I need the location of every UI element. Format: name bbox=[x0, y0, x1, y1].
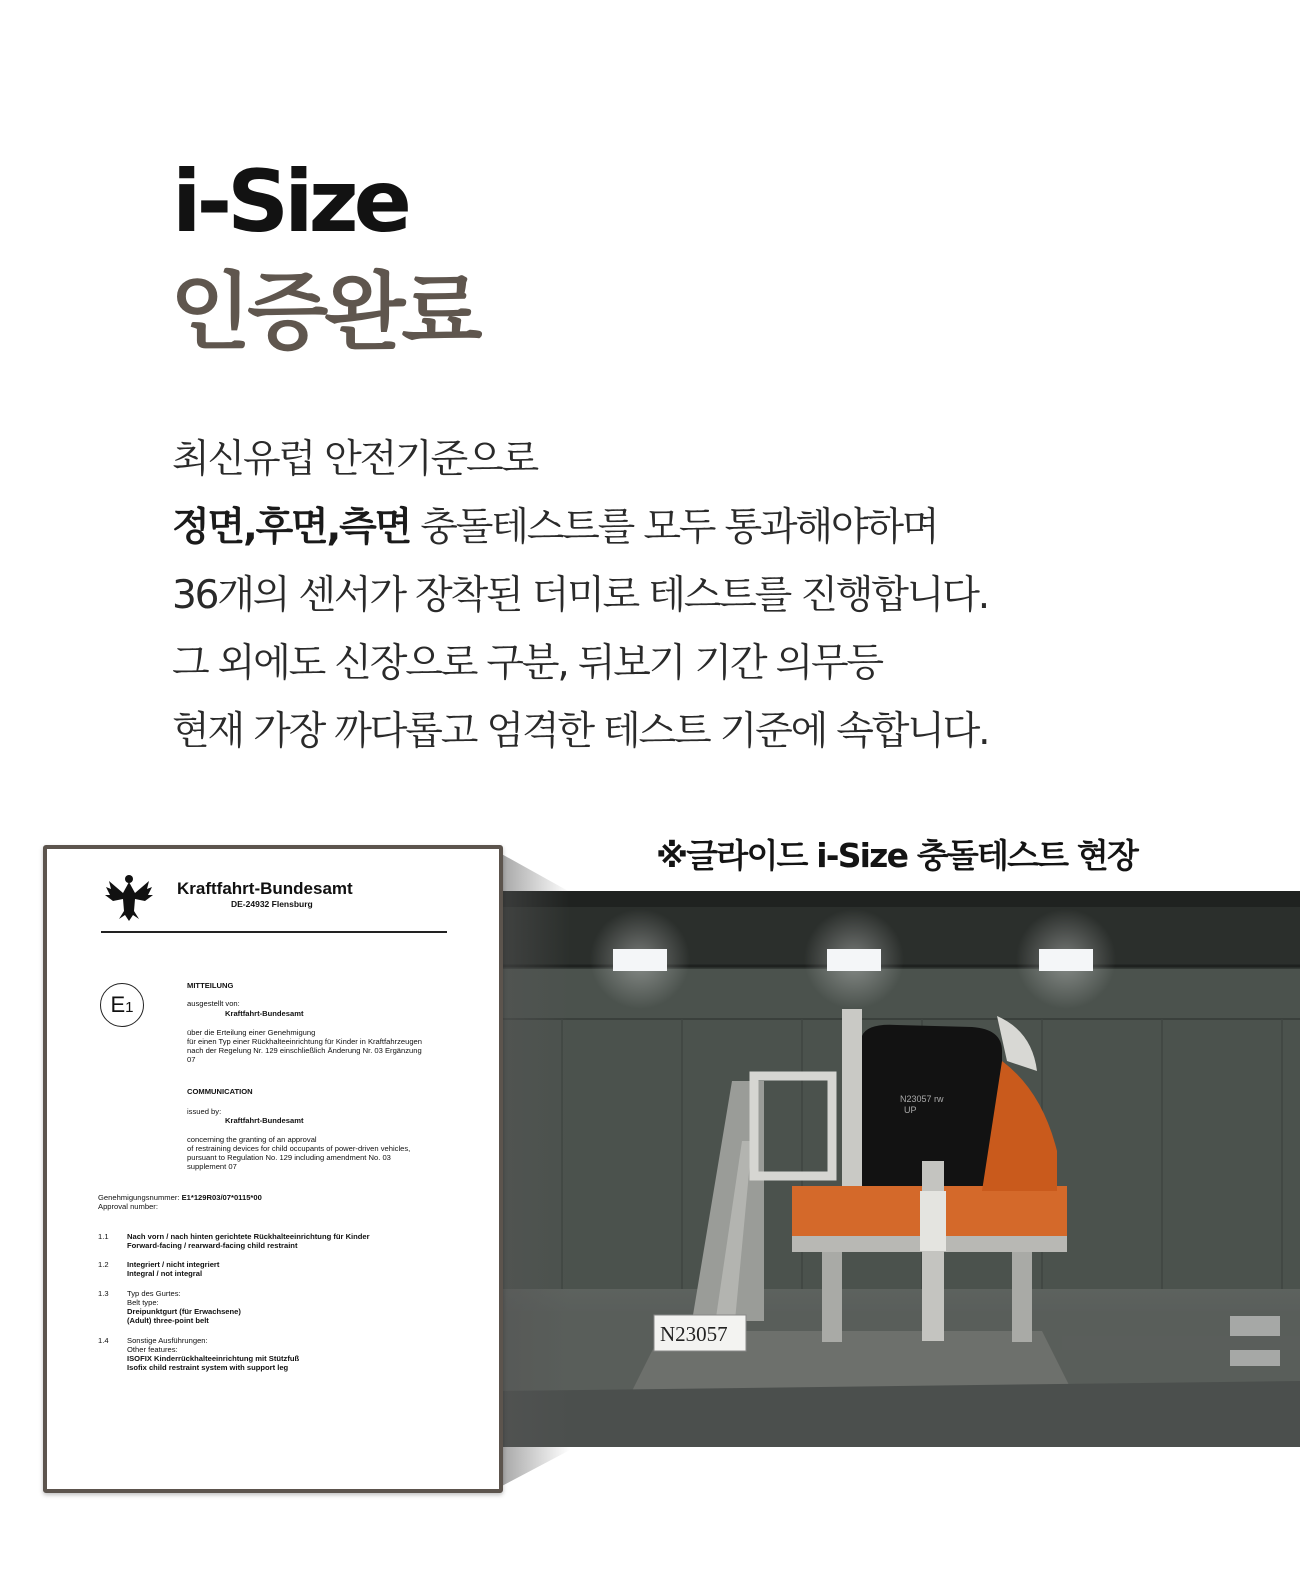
item-text: Dreipunktgurt (für Erwachsene) bbox=[127, 1307, 241, 1316]
doc-approval-label-en: Approval number: bbox=[98, 1202, 158, 1211]
authority-address: DE-24932 Flensburg bbox=[231, 899, 313, 909]
certificate-document bbox=[43, 845, 503, 1493]
doc-approval-number: E1*129R03/07*0115*00 bbox=[181, 1193, 262, 1202]
title-isize: i-Size bbox=[172, 152, 407, 252]
item-text: Other features: bbox=[127, 1345, 178, 1354]
item-text: Belt type: bbox=[127, 1298, 159, 1307]
description-text bbox=[172, 426, 1172, 766]
desc-line-3: 36개의 센서가 장착된 더미로 테스트를 진행합니다. bbox=[172, 573, 988, 618]
item-number: 1.4 bbox=[98, 1336, 109, 1345]
item-text: Typ des Gurtes: bbox=[127, 1289, 181, 1298]
crash-test-photo bbox=[502, 891, 1300, 1447]
e1-mark bbox=[100, 983, 144, 1027]
item-text: (Adult) three-point belt bbox=[127, 1316, 209, 1325]
doc-issued: issued by: bbox=[187, 1107, 222, 1116]
ceiling-light bbox=[827, 949, 881, 971]
doc-ausgestellt: ausgestellt von: bbox=[187, 999, 240, 1008]
item-text: Forward-facing / rearward-facing child restraint bbox=[127, 1241, 298, 1250]
authority-name: Kraftfahrt-Bundesamt bbox=[177, 879, 353, 898]
doc-de-text-4: 07 bbox=[187, 1055, 196, 1064]
document-shadow bbox=[498, 852, 578, 1488]
ceiling-light bbox=[1039, 949, 1093, 971]
seat-marking: N23057 rw bbox=[900, 1094, 944, 1104]
desc-line-2-bold: 정면,후면,측면 bbox=[172, 505, 411, 550]
item-text: Integriert / nicht integriert bbox=[127, 1260, 220, 1269]
doc-mitteilung: MITTEILUNG bbox=[187, 981, 234, 990]
eagle-emblem-icon bbox=[103, 871, 155, 923]
desc-line-5: 현재 가장 까다롭고 엄격한 테스트 기준에 속합니다. bbox=[172, 709, 989, 754]
desc-line-4: 그 외에도 신장으로 구분, 뒤보기 기간 의무등 bbox=[172, 641, 882, 686]
desc-line-2 bbox=[172, 494, 1172, 562]
desc-line-2-rest: 충돌테스트를 모두 통과해야하며 bbox=[410, 505, 938, 550]
desc-line-1: 최신유럽 안전기준으로 bbox=[172, 437, 537, 482]
doc-de-text-2: für einen Typ einer Rückhalteeinrichtung für Kinder in Kraftfahrzeugen bbox=[187, 1037, 422, 1046]
e-mark-letter: E bbox=[110, 992, 126, 1017]
doc-approval-label-de: Genehmigungsnummer: bbox=[98, 1193, 180, 1202]
doc-communication: COMMUNICATION bbox=[187, 1087, 253, 1096]
doc-de-text-1: über die Erteilung einer Genehmigung bbox=[187, 1028, 316, 1037]
item-number: 1.1 bbox=[98, 1232, 109, 1241]
header-rule bbox=[101, 931, 447, 933]
item-number: 1.3 bbox=[98, 1289, 109, 1298]
item-text: ISOFIX Kinderrückhalteeinrichtung mit Stützfuß bbox=[127, 1354, 300, 1363]
item-text: Sonstige Ausführungen: bbox=[127, 1336, 208, 1345]
doc-en-text-2: of restraining devices for child occupants of power-driven vehicles, bbox=[187, 1144, 411, 1153]
doc-ausgestellt-by: Kraftfahrt-Bundesamt bbox=[225, 1009, 304, 1018]
item-text: Isofix child restraint system with support leg bbox=[127, 1363, 289, 1372]
doc-en-text-3: pursuant to Regulation No. 129 including amendment No. 03 bbox=[187, 1153, 391, 1162]
sample-label: N23057 bbox=[660, 1322, 728, 1346]
item-number: 1.2 bbox=[98, 1260, 109, 1269]
title-certified: 인증완료 bbox=[170, 263, 479, 361]
doc-issued-by: Kraftfahrt-Bundesamt bbox=[225, 1116, 304, 1125]
doc-en-text-4: supplement 07 bbox=[187, 1162, 237, 1171]
e-mark-number: 1 bbox=[125, 999, 134, 1016]
doc-en-text-1: concerning the granting of an approval bbox=[187, 1135, 317, 1144]
crash-test-scene bbox=[502, 891, 1300, 1447]
crash-test-caption: ※글라이드 i-Size 충돌테스트 현장 bbox=[656, 836, 1138, 875]
ceiling-light bbox=[613, 949, 667, 971]
item-text: Nach vorn / nach hinten gerichtete Rückhalteeinrichtung für Kinder bbox=[127, 1232, 370, 1241]
item-text: Integral / not integral bbox=[127, 1269, 203, 1278]
seat-marking-up: UP bbox=[904, 1105, 917, 1115]
doc-de-text-3: nach der Regelung Nr. 129 einschließlich Änderung Nr. 03 Ergänzung bbox=[187, 1046, 422, 1055]
